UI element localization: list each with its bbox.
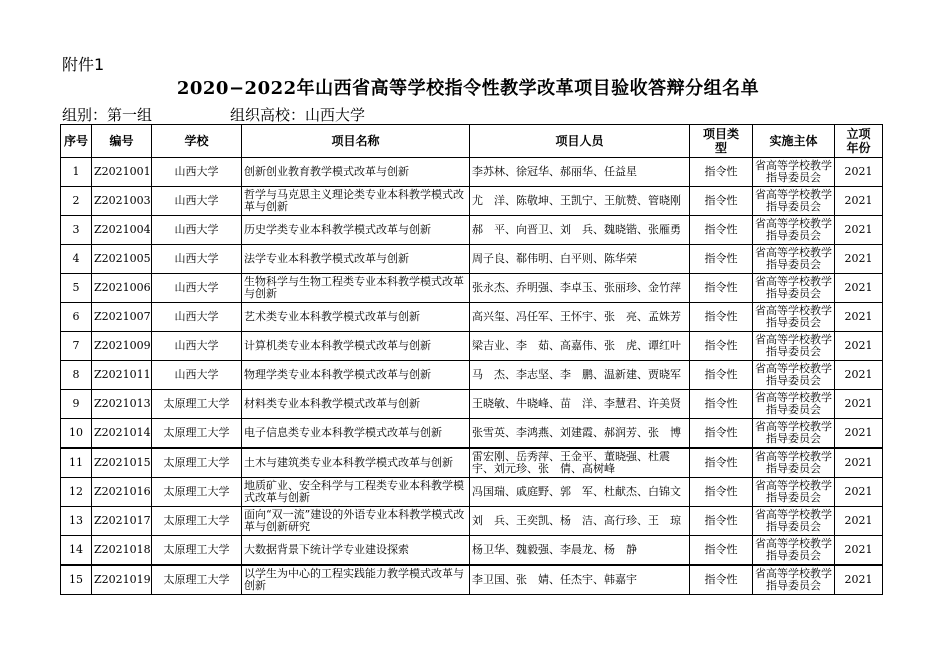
cell-no: 12 [61,478,92,507]
cell-org: 省高等学校教学指导委员会 [753,332,835,361]
cell-project-name: 土木与建筑类专业本科教学模式改革与创新 [242,448,470,478]
cell-project-name: 法学专业本科教学模式改革与创新 [242,245,470,274]
cell-project-name: 历史学类专业本科教学模式改革与创新 [242,216,470,245]
cell-type: 指令性 [690,158,753,187]
cell-members: 雷宏刚、岳秀萍、王金平、董晓强、杜震宇、刘元珍、张 倩、高树峰 [470,448,690,478]
cell-org: 省高等学校教学指导委员会 [753,448,835,478]
cell-no: 7 [61,332,92,361]
cell-school: 太原理工大学 [152,536,242,566]
cell-year: 2021 [835,390,883,419]
cell-no: 6 [61,303,92,332]
cell-year: 2021 [835,274,883,303]
cell-org: 省高等学校教学指导委员会 [753,303,835,332]
cell-year: 2021 [835,245,883,274]
table-row [61,303,883,332]
group-label: 组别：第一组 [62,106,153,124]
cell-school: 山西大学 [152,158,242,187]
header-year: 立项年份 [835,125,883,158]
cell-members: 冯国瑞、戚庭野、郭 军、杜献杰、白锦文 [470,478,690,507]
cell-members: 王晓敏、牛晓峰、苗 洋、李慧君、许美贤 [470,390,690,419]
cell-school: 太原理工大学 [152,390,242,419]
cell-members: 李苏林、徐冠华、郝丽华、任益星 [470,158,690,187]
cell-type: 指令性 [690,216,753,245]
cell-code: Z2021005 [92,245,152,274]
attachment-label: 附件1 [62,55,105,74]
table-row [61,216,883,245]
cell-school: 太原理工大学 [152,448,242,478]
cell-members: 尤 洋、陈敬坤、王凯宁、王航赞、管晓刚 [470,187,690,216]
cell-project-name: 以学生为中心的工程实践能力教学模式改革与创新 [242,565,470,595]
cell-project-name: 材料类专业本科教学模式改革与创新 [242,390,470,419]
cell-school: 山西大学 [152,361,242,390]
table-row [61,536,883,566]
cell-members: 梁吉业、李 茹、高嘉伟、张 虎、谭红叶 [470,332,690,361]
cell-org: 省高等学校教学指导委员会 [753,361,835,390]
cell-org: 省高等学校教学指导委员会 [753,419,835,449]
cell-no: 4 [61,245,92,274]
cell-project-name: 大数据背景下统计学专业建设探索 [242,536,470,566]
cell-members: 李卫国、张 婧、任杰宇、韩嘉宇 [470,565,690,595]
cell-year: 2021 [835,361,883,390]
project-table [60,124,883,595]
organizer-label: 组织高校：山西大学 [230,106,366,124]
cell-members: 周子良、郗伟明、白平则、陈华荣 [470,245,690,274]
cell-code: Z2021018 [92,536,152,566]
cell-org: 省高等学校教学指导委员会 [753,158,835,187]
header-project-name: 项目名称 [242,125,470,158]
table-row [61,390,883,419]
cell-school: 太原理工大学 [152,419,242,449]
table-header-row [61,125,883,158]
table-row [61,448,883,478]
cell-org: 省高等学校教学指导委员会 [753,478,835,507]
cell-year: 2021 [835,536,883,566]
cell-code: Z2021014 [92,419,152,449]
table-row [61,274,883,303]
table-row [61,419,883,449]
cell-project-name: 计算机类专业本科教学模式改革与创新 [242,332,470,361]
cell-type: 指令性 [690,274,753,303]
cell-type: 指令性 [690,245,753,274]
cell-type: 指令性 [690,507,753,536]
cell-school: 山西大学 [152,216,242,245]
cell-org: 省高等学校教学指导委员会 [753,536,835,566]
header-members: 项目人员 [470,125,690,158]
cell-org: 省高等学校教学指导委员会 [753,245,835,274]
cell-code: Z2021016 [92,478,152,507]
cell-members: 杨卫华、魏毅强、李晨龙、杨 静 [470,536,690,566]
cell-type: 指令性 [690,390,753,419]
cell-no: 2 [61,187,92,216]
cell-type: 指令性 [690,536,753,566]
cell-year: 2021 [835,565,883,595]
header-code: 编号 [92,125,152,158]
cell-code: Z2021019 [92,565,152,595]
table-row [61,332,883,361]
cell-year: 2021 [835,507,883,536]
cell-no: 10 [61,419,92,449]
cell-code: Z2021004 [92,216,152,245]
table-row [61,565,883,595]
cell-project-name: 艺术类专业本科教学模式改革与创新 [242,303,470,332]
cell-no: 13 [61,507,92,536]
cell-type: 指令性 [690,448,753,478]
cell-type: 指令性 [690,361,753,390]
cell-year: 2021 [835,187,883,216]
cell-no: 5 [61,274,92,303]
cell-org: 省高等学校教学指导委员会 [753,274,835,303]
cell-year: 2021 [835,158,883,187]
cell-project-name: 哲学与马克思主义理论类专业本科教学模式改革与创新 [242,187,470,216]
cell-code: Z2021017 [92,507,152,536]
cell-school: 山西大学 [152,274,242,303]
cell-year: 2021 [835,216,883,245]
cell-project-name: 面向“双一流”建设的外语专业本科教学模式改革与创新研究 [242,507,470,536]
cell-type: 指令性 [690,187,753,216]
cell-project-name: 创新创业教育教学模式改革与创新 [242,158,470,187]
cell-school: 山西大学 [152,245,242,274]
cell-type: 指令性 [690,303,753,332]
cell-org: 省高等学校教学指导委员会 [753,390,835,419]
cell-no: 9 [61,390,92,419]
cell-org: 省高等学校教学指导委员会 [753,187,835,216]
cell-members: 张永杰、乔明强、李卓玉、张丽珍、金竹萍 [470,274,690,303]
header-no: 序号 [61,125,92,158]
cell-members: 张雪英、李鸿燕、刘建霞、郝润芳、张 博 [470,419,690,449]
cell-year: 2021 [835,478,883,507]
cell-code: Z2021009 [92,332,152,361]
header-school: 学校 [152,125,242,158]
cell-project-name: 电子信息类专业本科教学模式改革与创新 [242,419,470,449]
cell-no: 14 [61,536,92,566]
cell-org: 省高等学校教学指导委员会 [753,216,835,245]
cell-code: Z2021006 [92,274,152,303]
cell-school: 山西大学 [152,187,242,216]
cell-no: 15 [61,565,92,595]
cell-code: Z2021003 [92,187,152,216]
cell-school: 山西大学 [152,303,242,332]
cell-members: 刘 兵、王奕凯、杨 洁、高行珍、王 琼 [470,507,690,536]
cell-year: 2021 [835,448,883,478]
cell-project-name: 地质矿业、安全科学与工程类专业本科教学模式改革与创新 [242,478,470,507]
page-title: 2020−2022年山西省高等学校指令性教学改革项目验收答辩分组名单 [176,78,760,99]
table-row [61,245,883,274]
cell-no: 3 [61,216,92,245]
cell-type: 指令性 [690,332,753,361]
cell-project-name: 生物科学与生物工程类专业本科教学模式改革与创新 [242,274,470,303]
cell-members: 高兴玺、冯任军、王怀宇、张 亮、孟姝芳 [470,303,690,332]
table-row [61,187,883,216]
cell-code: Z2021011 [92,361,152,390]
table-row [61,158,883,187]
cell-no: 11 [61,448,92,478]
cell-type: 指令性 [690,565,753,595]
cell-code: Z2021007 [92,303,152,332]
cell-members: 马 杰、李志坚、李 鹏、温新建、贾晓军 [470,361,690,390]
header-type: 项目类型 [690,125,753,158]
cell-year: 2021 [835,303,883,332]
table-row [61,361,883,390]
cell-no: 1 [61,158,92,187]
cell-project-name: 物理学类专业本科教学模式改革与创新 [242,361,470,390]
cell-org: 省高等学校教学指导委员会 [753,507,835,536]
header-org: 实施主体 [753,125,835,158]
cell-code: Z2021013 [92,390,152,419]
cell-year: 2021 [835,332,883,361]
cell-code: Z2021015 [92,448,152,478]
cell-members: 郝 平、向晋卫、刘 兵、魏晓锴、张雁勇 [470,216,690,245]
cell-school: 太原理工大学 [152,478,242,507]
cell-school: 太原理工大学 [152,565,242,595]
cell-no: 8 [61,361,92,390]
cell-school: 山西大学 [152,332,242,361]
cell-type: 指令性 [690,478,753,507]
table-row [61,478,883,507]
cell-school: 太原理工大学 [152,507,242,536]
table-row [61,507,883,536]
cell-org: 省高等学校教学指导委员会 [753,565,835,595]
cell-code: Z2021001 [92,158,152,187]
cell-year: 2021 [835,419,883,449]
cell-type: 指令性 [690,419,753,449]
